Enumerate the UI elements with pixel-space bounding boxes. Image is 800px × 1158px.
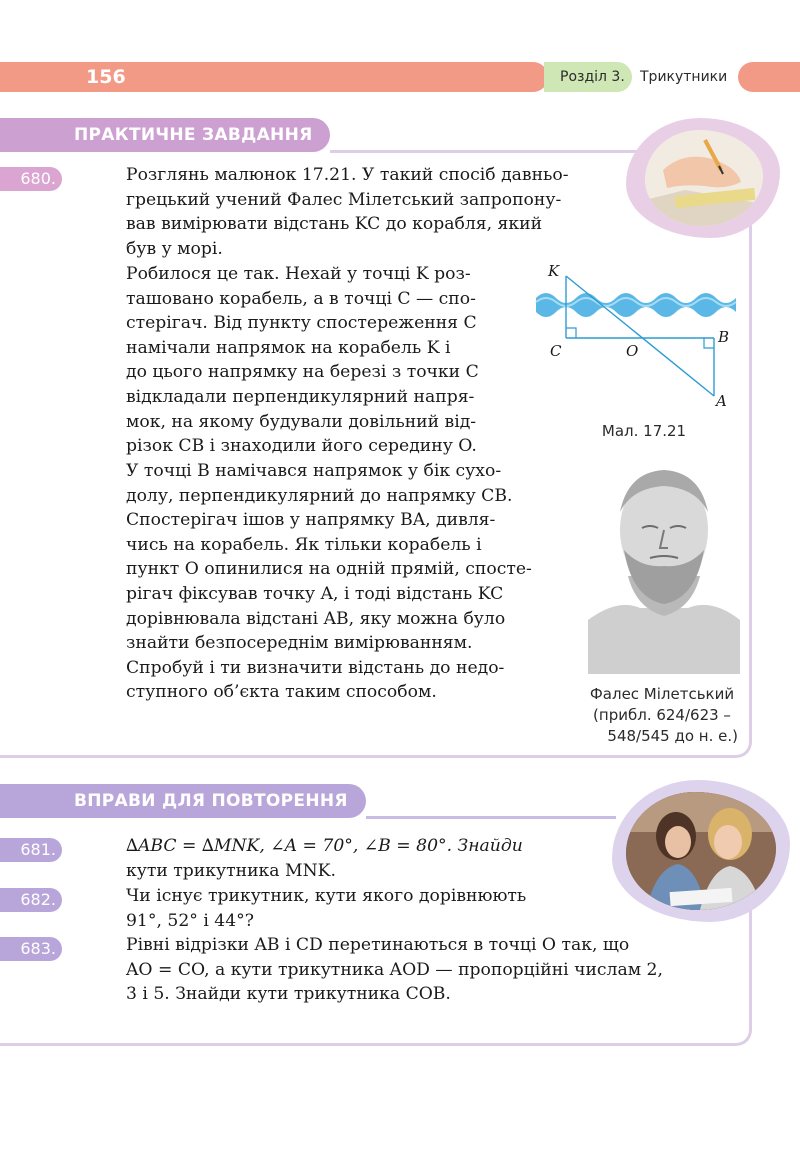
text-line: був у морі. bbox=[126, 238, 223, 259]
review-banner: ВПРАВИ ДЛЯ ПОВТОРЕННЯ bbox=[0, 784, 366, 818]
text-line: Робилося це так. Нехай у точці K роз- bbox=[126, 264, 471, 284]
label-a: A bbox=[716, 392, 727, 410]
label-c: C bbox=[550, 342, 562, 360]
page-number: 156 bbox=[86, 66, 126, 88]
text-line: ташовано корабель, а в точці C — спо- bbox=[126, 288, 476, 309]
practical-banner: ПРАКТИЧНЕ ЗАВДАННЯ bbox=[0, 118, 330, 152]
header-bar-right bbox=[738, 62, 800, 92]
exercise-680-intro bbox=[126, 163, 614, 261]
text-line: Спробуй і ти визначити відстань до недо- bbox=[126, 657, 505, 678]
portrait-caption bbox=[576, 684, 748, 747]
text-line: У точці B намічався напрямок у бік сухо- bbox=[126, 461, 502, 481]
figure-17-21 bbox=[530, 262, 740, 412]
text-line: стерігач. Від пункту спостереження C bbox=[126, 313, 477, 334]
text-line: 91°, 52° і 44°? bbox=[126, 910, 254, 931]
text-line: дорівнювала відстані AB, яку можна було bbox=[126, 608, 506, 629]
review-frame-top bbox=[366, 816, 616, 819]
text-line: намічали напрямок на корабель K і bbox=[126, 337, 451, 358]
right-angle-b bbox=[704, 338, 714, 348]
text-line: до цього напрямку на березі з точки C bbox=[126, 362, 479, 383]
exercise-number: 682. bbox=[0, 888, 62, 912]
text-line: Рівні відрізки AB і CD перетинаються в точці O так, що bbox=[126, 935, 630, 955]
text-line: ∆ABC = ∆MNK, ∠A = 70°, ∠B = 80°. Знайди bbox=[126, 836, 523, 856]
exercise-680-observation bbox=[126, 459, 566, 705]
text-line: грецький учений Фалес Мілетський запропону- bbox=[126, 189, 562, 210]
text-line: рігач фіксував точку A, і тоді відстань KC bbox=[126, 583, 504, 604]
exercise-number: 680. bbox=[0, 167, 62, 191]
text-line: кути трикутника MNK. bbox=[126, 860, 336, 881]
text-line: 3 і 5. Знайди кути трикутника COB. bbox=[126, 984, 451, 1005]
segment-ka bbox=[566, 276, 714, 396]
text-line: знайти безпосереднім вимірюванням. bbox=[126, 633, 473, 654]
text-line: ступного об’єкта таким способом. bbox=[126, 682, 437, 703]
label-k: K bbox=[548, 262, 560, 280]
text-line: AO = CO, а кути трикутника AOD — пропорційні числам 2, bbox=[126, 959, 663, 980]
text-line: пункт O опинилися на одній прямій, спосте- bbox=[126, 559, 532, 580]
exercise-682 bbox=[126, 884, 588, 933]
right-angle-c bbox=[566, 328, 576, 338]
text-line: мок, на якому будували довільний від- bbox=[126, 411, 477, 432]
practical-frame-top bbox=[330, 150, 640, 153]
exercise-number: 681. bbox=[0, 838, 62, 862]
text-line: різок CB і знаходили його середину O. bbox=[126, 436, 477, 457]
text-line: Розглянь малюнок 17.21. У такий спосіб давньо- bbox=[126, 165, 569, 185]
figure-caption: Мал. 17.21 bbox=[601, 422, 687, 440]
chapter-tab: Розділ 3. bbox=[544, 62, 632, 92]
exercise-681 bbox=[126, 834, 588, 883]
chapter-topic: Трикутники bbox=[640, 69, 728, 85]
exercise-683 bbox=[126, 933, 730, 1007]
caption-line: 548/545 до н. е.) bbox=[607, 727, 738, 745]
exercise-number: 683. bbox=[0, 937, 62, 961]
header-bar bbox=[0, 62, 548, 92]
text-line: чись на корабель. Як тільки корабель і bbox=[126, 534, 482, 555]
caption-line: (прибл. 624/623 – bbox=[593, 706, 731, 724]
text-line: Спостерігач ішов у напрямку BA, дивля- bbox=[126, 510, 496, 531]
text-line: вав вимірювати відстань KC до корабля, який bbox=[126, 214, 543, 235]
thales-bust-image bbox=[588, 458, 740, 674]
text-line: відкладали перпендикулярний напря- bbox=[126, 386, 475, 407]
text-line: долу, перпендикулярний до напрямку CB. bbox=[126, 485, 513, 506]
label-o: O bbox=[626, 342, 639, 360]
caption-line: Фалес Мілетський bbox=[589, 685, 735, 703]
text-line: Чи існує трикутник, кути якого дорівнюють bbox=[126, 886, 527, 906]
exercise-680-method bbox=[126, 262, 514, 459]
label-b: B bbox=[718, 328, 730, 346]
